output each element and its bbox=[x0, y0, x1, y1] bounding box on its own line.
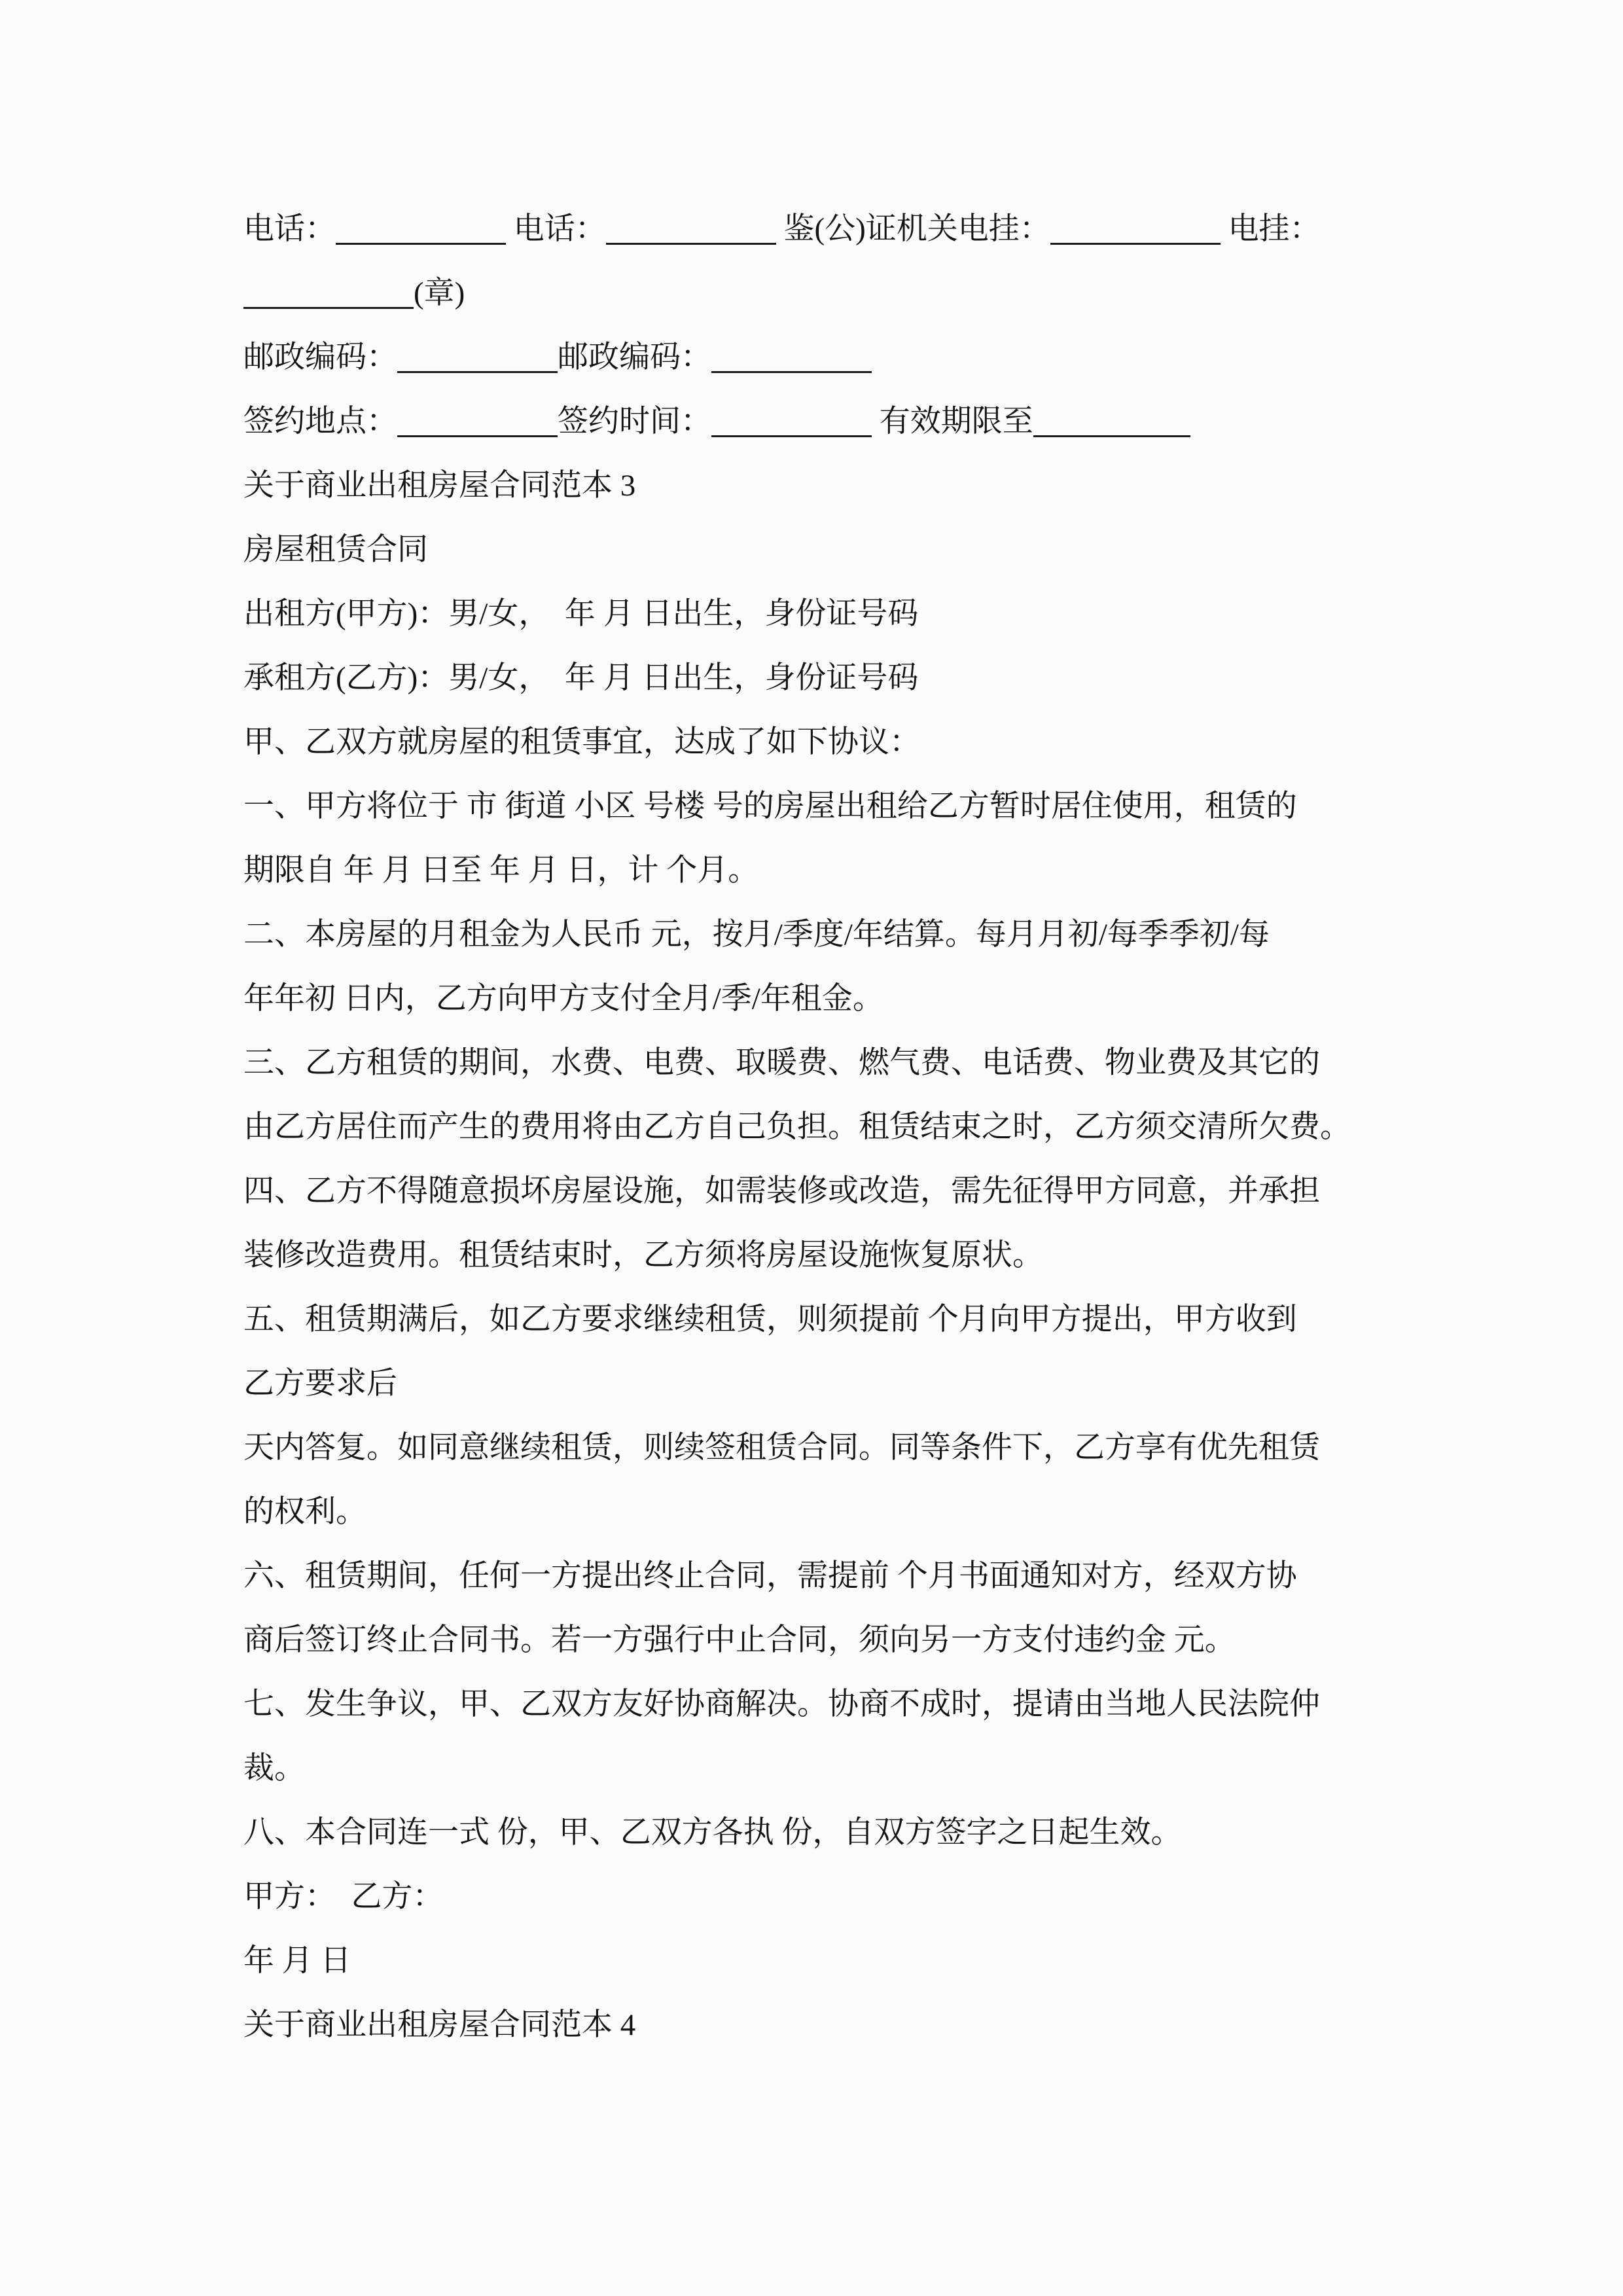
document-line bbox=[243, 261, 1415, 325]
document-line bbox=[243, 903, 1415, 967]
blank-underline bbox=[1033, 435, 1190, 437]
text-run: 年年初 日内，乙方向甲方支付全月/季/年租金。 bbox=[243, 982, 883, 1016]
text-run: 年 月 日 bbox=[243, 1944, 351, 1978]
document-line bbox=[243, 389, 1415, 454]
text-run: 电挂： bbox=[1220, 212, 1321, 246]
document-line bbox=[243, 325, 1415, 389]
document-line bbox=[243, 1095, 1415, 1159]
document-line bbox=[243, 1801, 1415, 1865]
text-run: 的权利。 bbox=[243, 1495, 366, 1529]
document-line bbox=[243, 1736, 1415, 1801]
document-line bbox=[243, 1865, 1415, 1929]
text-run: 乙方要求后 bbox=[243, 1367, 397, 1401]
document-line bbox=[243, 1287, 1415, 1352]
blank-underline bbox=[606, 243, 776, 245]
text-run: 三、乙方租赁的期间，水费、电费、取暖费、燃气费、电话费、物业费及其它的 bbox=[243, 1046, 1320, 1080]
document-line bbox=[243, 1544, 1415, 1608]
text-run: 邮政编码： bbox=[243, 340, 397, 374]
document-line bbox=[243, 710, 1415, 774]
document-line bbox=[243, 582, 1415, 646]
text-run: 六、租赁期间，任何一方提出终止合同，需提前 个月书面通知对方，经双方协 bbox=[243, 1559, 1297, 1593]
document-line bbox=[243, 1993, 1415, 2057]
blank-underline bbox=[397, 435, 558, 437]
text-run: 七、发生争议，甲、乙双方友好协商解决。协商不成时，提请由当地人民法院仲 bbox=[243, 1687, 1320, 1721]
text-run: 承租方(乙方)：男/女， 年 月 日出生，身份证号码 bbox=[243, 661, 919, 695]
text-run: 签约时间： bbox=[558, 404, 711, 439]
text-run: 电话： bbox=[243, 212, 336, 246]
text-run: 有效期限至 bbox=[872, 404, 1033, 439]
text-run: 二、本房屋的月租金为人民币 元，按月/季度/年结算。每月月初/每季季初/每 bbox=[243, 918, 1270, 952]
text-run: 关于商业出租房屋合同范本 4 bbox=[243, 2008, 636, 2042]
text-run: 五、租赁期满后，如乙方要求继续租赁，则须提前 个月向甲方提出，甲方收到 bbox=[243, 1302, 1297, 1336]
blank-underline bbox=[336, 243, 506, 245]
document-line bbox=[243, 646, 1415, 710]
text-run: 邮政编码： bbox=[558, 340, 711, 374]
document-line bbox=[243, 1031, 1415, 1095]
blank-underline bbox=[243, 307, 414, 309]
document-line bbox=[243, 454, 1415, 518]
document-line bbox=[243, 1223, 1415, 1287]
text-run: 甲方： 乙方： bbox=[243, 1880, 444, 1914]
document-line bbox=[243, 838, 1415, 903]
text-run: 鉴(公)证机关电挂： bbox=[776, 212, 1050, 246]
text-run: 一、甲方将位于 市 街道 小区 号楼 号的房屋出租给乙方暂时居住使用，租赁的 bbox=[243, 789, 1297, 823]
document-line bbox=[243, 774, 1415, 838]
document-line bbox=[243, 1352, 1415, 1416]
blank-underline bbox=[711, 435, 872, 437]
text-run: 期限自 年 月 日至 年 月 日，计 个月。 bbox=[243, 853, 759, 888]
document-line bbox=[243, 1159, 1415, 1223]
blank-underline bbox=[397, 371, 558, 373]
document-line bbox=[243, 967, 1415, 1031]
text-run: 装修改造费用。租赁结束时，乙方须将房屋设施恢复原状。 bbox=[243, 1238, 1043, 1272]
text-run: 天内答复。如同意继续租赁，则续签租赁合同。同等条件下，乙方享有优先租赁 bbox=[243, 1431, 1320, 1465]
text-run: 八、本合同连一式 份，甲、乙双方各执 份，自双方签字之日起生效。 bbox=[243, 1816, 1182, 1850]
text-run: 商后签订终止合同书。若一方强行中止合同，须向另一方支付违约金 元。 bbox=[243, 1623, 1236, 1657]
text-run: 房屋租赁合同 bbox=[243, 533, 428, 567]
text-run: 关于商业出租房屋合同范本 3 bbox=[243, 469, 636, 503]
document-line bbox=[243, 1672, 1415, 1736]
document-line bbox=[243, 1608, 1415, 1672]
text-run: 甲、乙双方就房屋的租赁事宜，达成了如下协议： bbox=[243, 725, 920, 759]
document-line bbox=[243, 518, 1415, 582]
blank-underline bbox=[711, 371, 872, 373]
text-run: (章) bbox=[414, 276, 465, 310]
document-line bbox=[243, 1480, 1415, 1544]
document-line bbox=[243, 1416, 1415, 1480]
document-line bbox=[243, 1929, 1415, 1993]
text-run: 电话： bbox=[506, 212, 606, 246]
blank-underline bbox=[1050, 243, 1221, 245]
text-run: 签约地点： bbox=[243, 404, 397, 439]
text-run: 由乙方居住而产生的费用将由乙方自己负担。租赁结束之时，乙方须交清所欠费。 bbox=[243, 1110, 1351, 1144]
contract-text-body bbox=[243, 197, 1415, 2057]
text-run: 出租方(甲方)：男/女， 年 月 日出生，身份证号码 bbox=[243, 597, 919, 631]
text-run: 四、乙方不得随意损坏房屋设施，如需装修或改造，需先征得甲方同意，并承担 bbox=[243, 1174, 1320, 1208]
document-line bbox=[243, 197, 1415, 261]
text-run: 裁。 bbox=[243, 1751, 305, 1785]
